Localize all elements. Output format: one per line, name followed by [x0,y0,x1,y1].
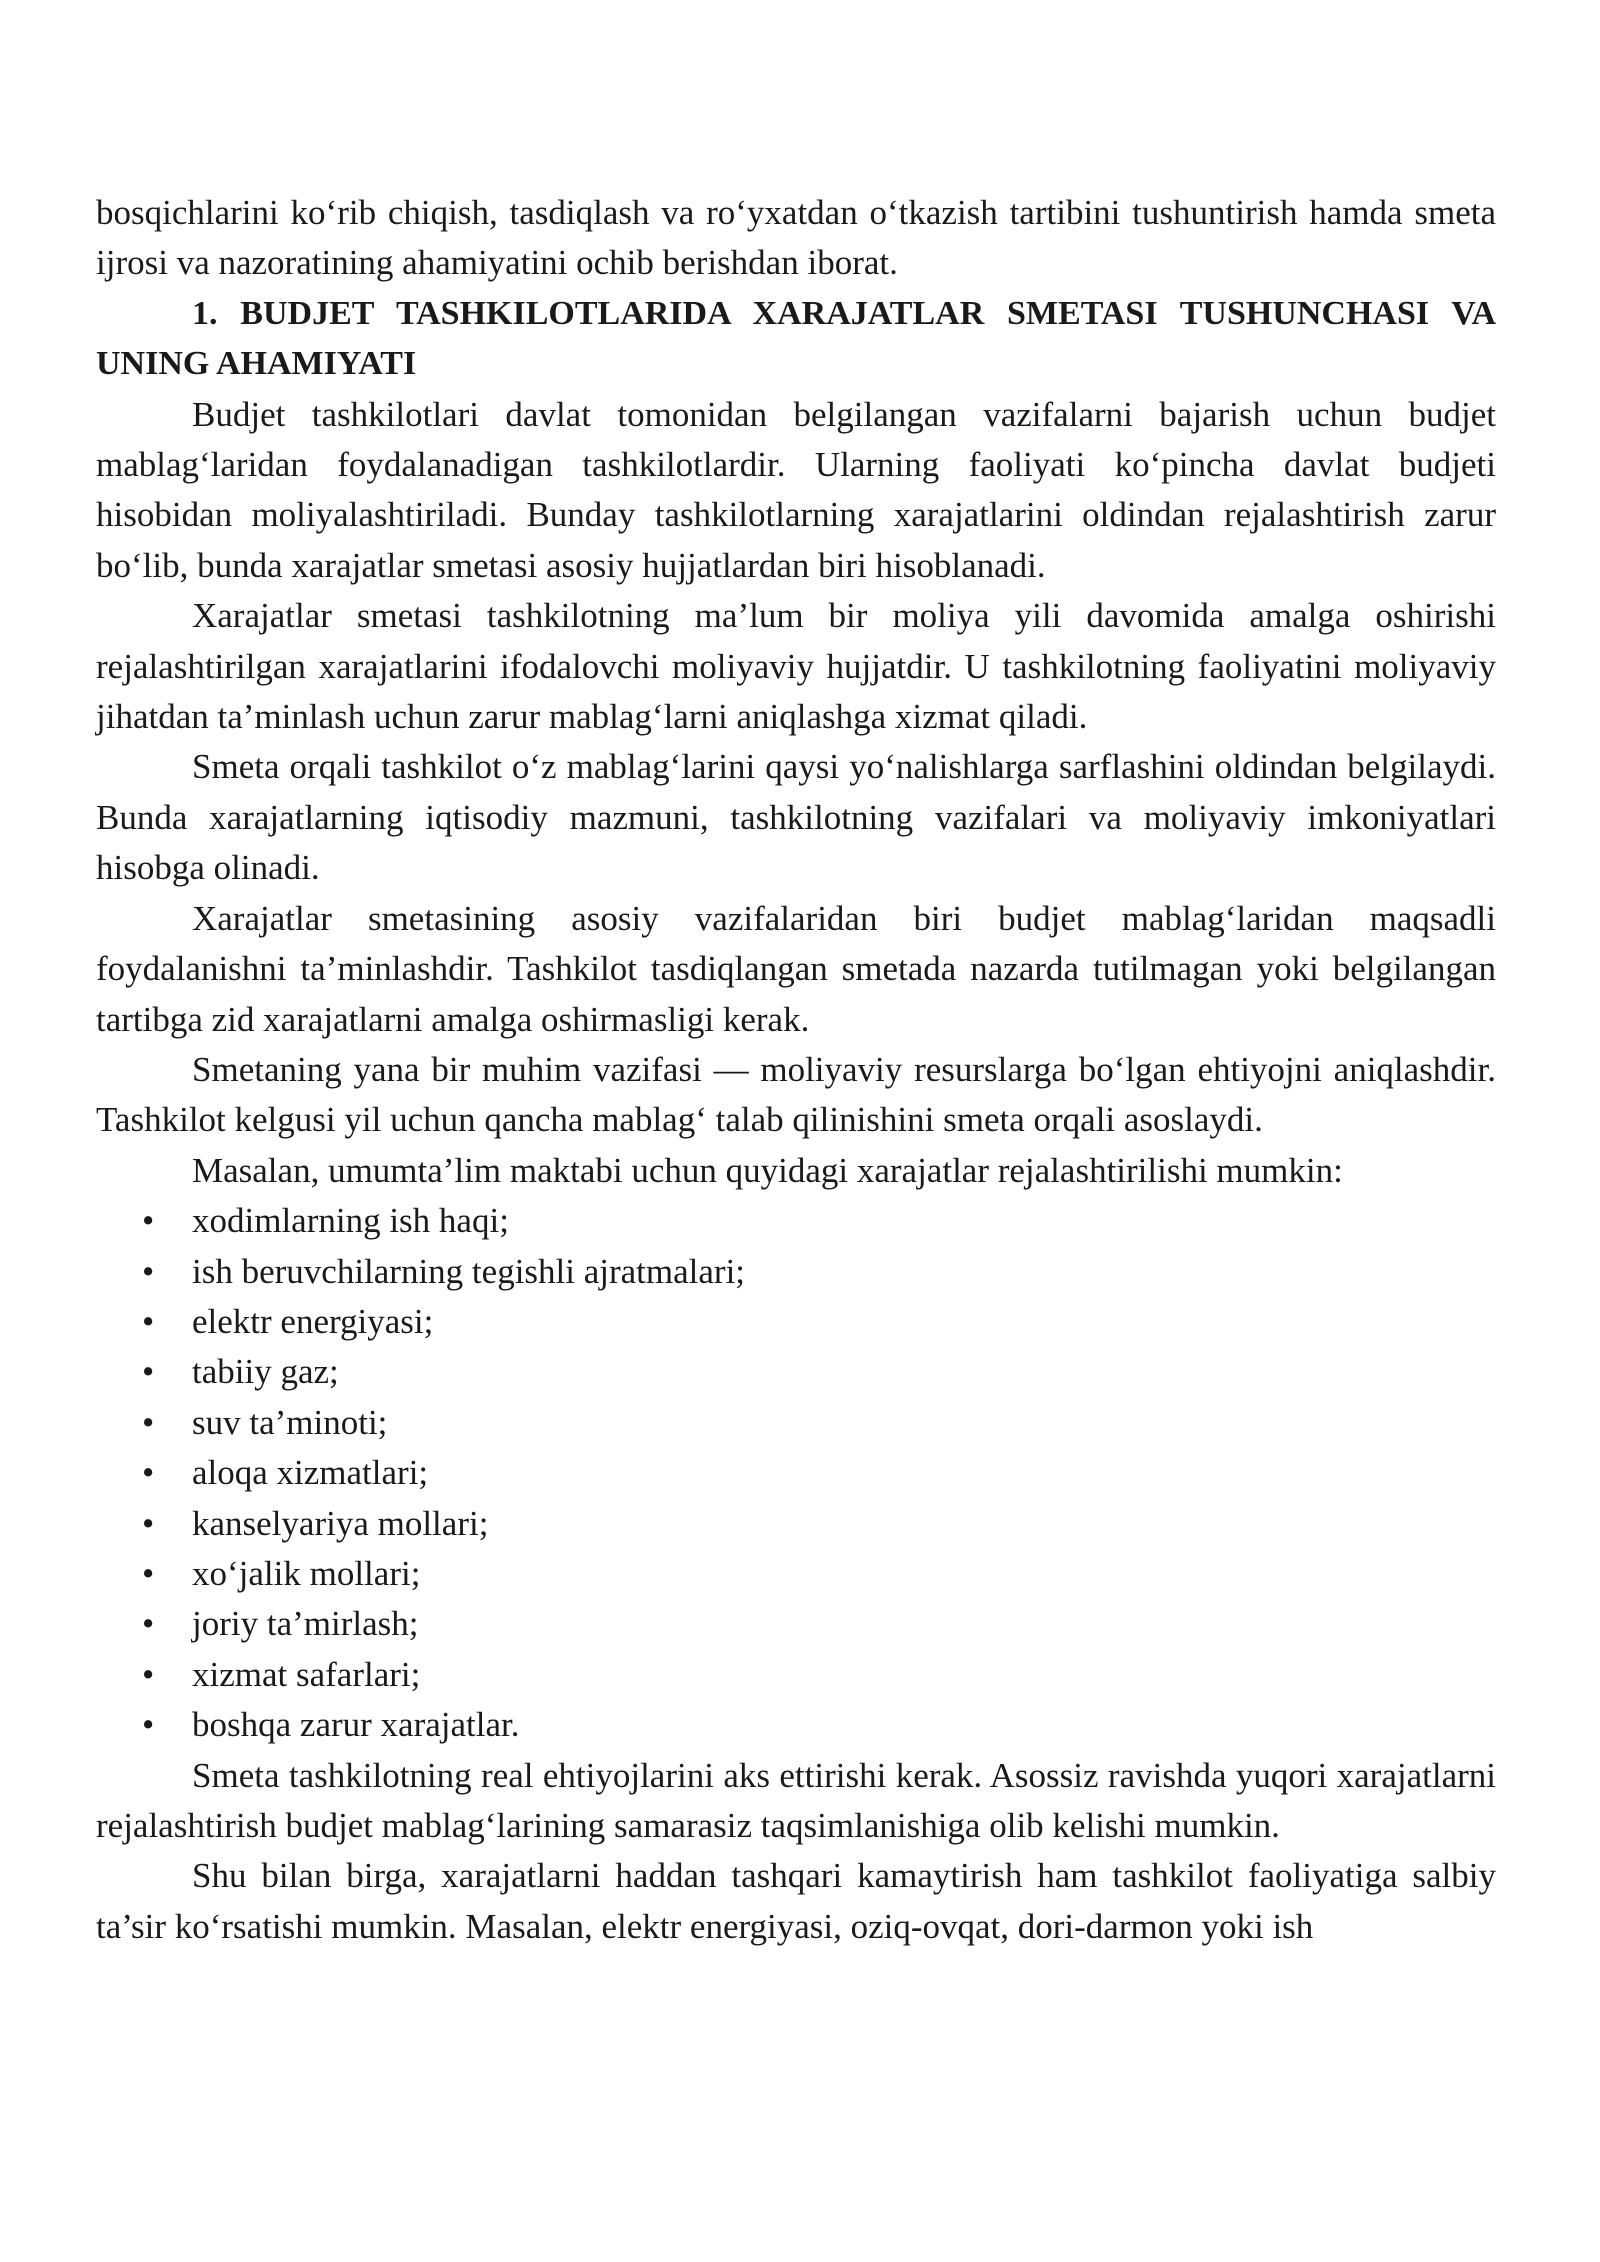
bullet-icon: • [142,1604,155,1644]
list-item [96,1347,1496,1397]
paragraph-estimate-definition: Xarajatlar smetasi tashkilotning ma’lum bir moliya yili davomida amalga oshirishi rejalashtirilgan xarajatlarini ifodalovchi moliyaviy hujjatdir. U tashkilotning faoliyatini moliyaviy jihatdan ta’minlash uchun zarur mablag‘larni aniqlashga xizmat qiladi. [96,596,1496,737]
bullet-icon: • [142,1402,155,1442]
paragraph-estimate-directions: Smeta orqali tashkilot o‘z mablag‘larini qaysi yo‘nalishlarga sarflashini oldindan belgilaydi. Bunda xarajatlarning iqtisodiy mazmuni, tashkilotning vazifalari va moliyaviy imkoniyatlari hisobga olinadi. [96,747,1496,888]
paragraph-budget-organizations: Budjet tashkilotlari davlat tomonidan belgilangan vazifalarni bajarish uchun budjet mablag‘laridan foydalanadigan tashkilotlardir. Ularning faoliyati ko‘pincha davlat budjeti hisobidan moliyalashtiriladi. Bunday tashkilotlarning xarajatlarini oldindan rejalashtirish zarur bo‘lib, bunda xarajatlar smetasi asosiy hujjatlardan biri hisoblanadi. [96,394,1496,585]
list-item-text: aloqa xizmatlari; [192,1453,429,1493]
paragraph-excessive-cuts: Shu bilan birga, xarajatlarni haddan tashqari kamaytirish ham tashkilot faoliyatiga salbiy ta’sir ko‘rsatishi mumkin. Masalan, elektr energiyasi, oziq-ovqat, dori-darmon yoki ish [96,1856,1496,1946]
list-item [96,1650,1496,1700]
section-heading: 1. BUDJET TASHKILOTLARIDA XARAJATLAR SMETASI TUSHUNCHASI VA UNING AHAMIYATI [96,294,1496,383]
list-item-text: xo‘jalik mollari; [192,1553,421,1593]
list-item [96,1700,1496,1750]
paragraph-estimate-main-task: Xarajatlar smetasining asosiy vazifalaridan biri budjet mablag‘laridan maqsadli foydalanishni ta’minlashdir. Tashkilot tasdiqlangan smetada nazarda tutilmagan yoki belgilangan tartibga zid xarajatlarni amalga oshirmasligi kerak. [96,898,1496,1039]
bullet-icon: • [142,1352,155,1392]
bullet-icon: • [142,1453,155,1493]
list-item [96,1549,1496,1599]
bullet-icon: • [142,1654,155,1694]
list-item [96,1297,1496,1347]
list-item [96,1599,1496,1649]
expense-list [96,1196,1496,1750]
list-item-text: kanselyariya mollari; [192,1503,489,1543]
document-page [96,188,1496,1952]
paragraph-real-needs: Smeta tashkilotning real ehtiyojlarini aks ettirishi kerak. Asossiz ravishda yuqori xarajatlarni rejalashtirish budjet mablag‘larining samarasiz taqsimlanishiga olib kelishi mumkin. [96,1755,1496,1845]
list-item-text: suv ta’minoti; [192,1402,388,1442]
bullet-icon: • [142,1503,155,1543]
intro-paragraph: bosqichlarini ko‘rib chiqish, tasdiqlash va ro‘yxatdan o‘tkazish tartibini tushuntirish hamda smeta ijrosi va nazoratining ahamiyatini ochib berishdan iborat. [96,193,1496,283]
list-item-text: boshqa zarur xarajatlar. [192,1705,520,1745]
list-item [96,1398,1496,1448]
list-item-text: joriy ta’mirlash; [192,1604,419,1644]
bullet-icon: • [142,1553,155,1593]
bullet-icon: • [142,1201,155,1241]
list-item-text: ish beruvchilarning tegishli ajratmalari; [192,1251,746,1291]
list-item [96,1499,1496,1549]
list-item-text: tabiiy gaz; [192,1352,339,1392]
list-item [96,1196,1496,1246]
list-item [96,1247,1496,1297]
list-item-text: xizmat safarlari; [192,1654,421,1694]
list-item-text: xodimlarning ish haqi; [192,1201,509,1241]
paragraph-estimate-second-task: Smetaning yana bir muhim vazifasi — moliyaviy resurslarga bo‘lgan ehtiyojni aniqlashdir. Tashkilot kelgusi yil uchun qancha mablag‘ talab qilinishini smeta orqali asoslaydi. [96,1049,1496,1140]
bullet-icon: • [142,1705,155,1745]
list-item-text: elektr energiyasi; [192,1301,434,1341]
list-item [96,1448,1496,1498]
bullet-icon: • [142,1301,155,1341]
paragraph-school-example: Masalan, umumta’lim maktabi uchun quyidagi xarajatlar rejalashtirilishi mumkin: [192,1150,1343,1190]
bullet-icon: • [142,1251,155,1291]
